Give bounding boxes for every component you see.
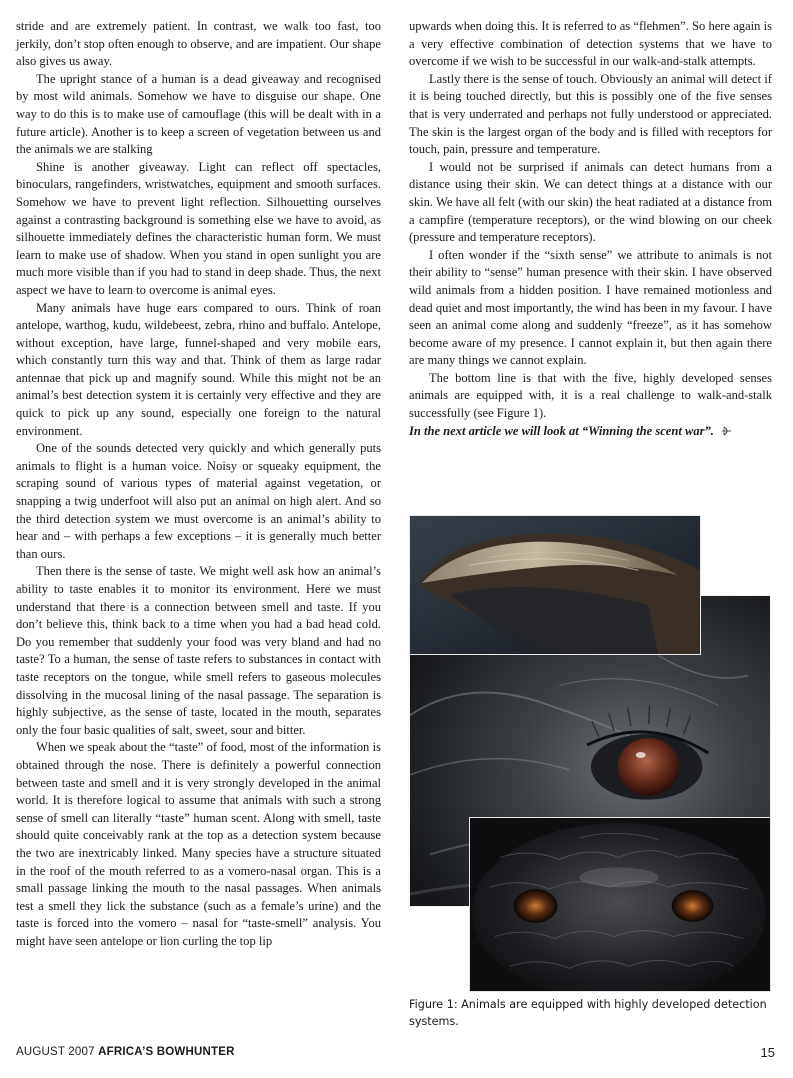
animal-nose-photo (469, 817, 771, 992)
paragraph: I often wonder if the “sixth sense” we attribute to animals is not their ability to “sense” human presence with their skin. I have observed wild animals from a hidden position. I have remained motionless and dead quiet and most importantly, the wind has been in my favour. I have seen an animal come along and suddenly “freeze”, as it has somehow become aware of my presence. I cannot explain it, but then again there are many things we cannot explain. (409, 247, 772, 368)
paragraph: Shine is another giveaway. Light can reflect off spectacles, binoculars, rangefinders, wristwatches, equipment and smooth surfaces. Somehow we have to prevent light reflection. Silhouetting ourselves against a contrasting background is something else we have to avoid, as silhouette immediately defines the characteristic human form. We must learn to make use of shadow. When you stand in open sunlight you are much more visible than if you had to stand in deep shade. Thus, the next aspect we have to learn to overcome is animal eyes. (16, 159, 381, 297)
paragraph: upwards when doing this. It is referred to as “flehmen”. So here again is a very effective combination of detection systems that we have to overcome if we wish to be successful in our walk-and-stalk attempts. (409, 19, 772, 69)
figure-caption: Figure 1: Animals are equipped with highly developed detection systems. (409, 998, 767, 1028)
paragraph: The bottom line is that with the five, highly developed senses animals are equipped with, it is a real challenge to walk-and-stalk successfully (see Figure 1). (409, 370, 772, 421)
article-left-column (16, 18, 381, 950)
paragraph: I would not be surprised if animals can detect humans from a distance using their skin. We can detect things at a distance with our skin. We have all felt (with our skin) the heat radiated at a distance from a campfire (temperature receptors), or the wind blowing on our cheek (pressure and temperature receptors). (409, 159, 772, 245)
paragraph: Then there is the sense of taste. We might well ask how an animal’s ability to taste enables it to monitor its environment. Here we must understand that there is a connection between smell and taste. If you don’t believe this, think back to a time when you had a bad head cold. Do you remember that suddenly your food was very bland and had no taste? To a human, the sense of taste refers to substances in contact with taste receptors on the tongue, while smell refers to gaseous molecules dissolving in the mucosal lining of the nasal passage. The separation is highly subjective, as the sense of taste, located in the mouth, separates only the four basic qualities of salt, sweet, sour and bitter. (16, 564, 381, 737)
paragraph: When we speak about the “taste” of food, most of the information is obtained through the nose. There is definitely a powerful connection between taste and smell and it is very strongly developed in the animal world. It is therefore logical to assume that animals with such a strong sense of smell can literally “taste” human scent. Along with smell, taste should quite conceivably rank at the top as a detection system because the two are inextricably linked. Many species have a structure situated in the roof of the mouth referred to as a vomero-nasal organ. This is a small passage linking the mouth to the nasal passages. When animals test a smell they lick the substance (such as a female’s urine) and the taste is forced into the vomero – nasal for “taste-smell” analysis. You might have seen antelope or lion curling the top lip (16, 740, 381, 948)
footer-issue (16, 1046, 235, 1058)
teaser-text: In the next article we will look at “Winning the scent war”. (409, 423, 714, 438)
page-number: 15 (760, 1045, 775, 1060)
paragraph: Many animals have huge ears compared to ours. Think of roan antelope, warthog, kudu, wildebeest, zebra, rhino and buffalo. Antelope, without exception, have large, funnel-shaped and very mobile ears, which constantly turn this way and that. Think of them as large radar antennae that pick up and magnify sound. While this might not be an animal’s best detection system it is certainly very effective and they are quick to pick up any sound, especially one foreign to the natural environment. (16, 300, 381, 438)
paragraph: One of the sounds detected very quickly and which generally puts animals to flight is a human voice. Noisy or squeaky equipment, the scraping sound of various types of material against vegetation, or snapping a twig underfoot will also put an animal on high alert. And so the third detection system we must overcome is an animal’s ability to hear and – with perhaps a few exceptions – it is generally much better than ours. (16, 441, 381, 561)
article-right-column (409, 18, 772, 440)
next-article-teaser (409, 423, 772, 441)
animal-ear-photo (409, 515, 701, 655)
paragraph: Lastly there is the sense of touch. Obviously an animal will detect if it is being touched directly, but this is possibly one of the five senses that is very underrated and perhaps not fully understood or appreciated. The skin is the largest organ of the body and is filled with receptors for touch, pain, pressure and temperature. (409, 71, 772, 157)
figure-1-photo-collage (409, 515, 771, 992)
footer-magazine-name: AFRICA’S BOWHUNTER (98, 1046, 235, 1058)
footer-date: AUGUST 2007 (16, 1046, 95, 1058)
paragraph: The upright stance of a human is a dead giveaway and recognised by most wild animals. Somehow we have to disguise our shape. One way to do this is to make use of camouflage (this will be dealt with in a future article). Another is to keep a screen of vegetation between us and the animals we are stalking (16, 71, 381, 157)
bow-mark-icon (722, 424, 732, 434)
paragraph: stride and are extremely patient. In contrast, we walk too fast, too jerkily, don’t stop often enough to observe, and are impatient. Our shape also gives us away. (16, 19, 381, 69)
